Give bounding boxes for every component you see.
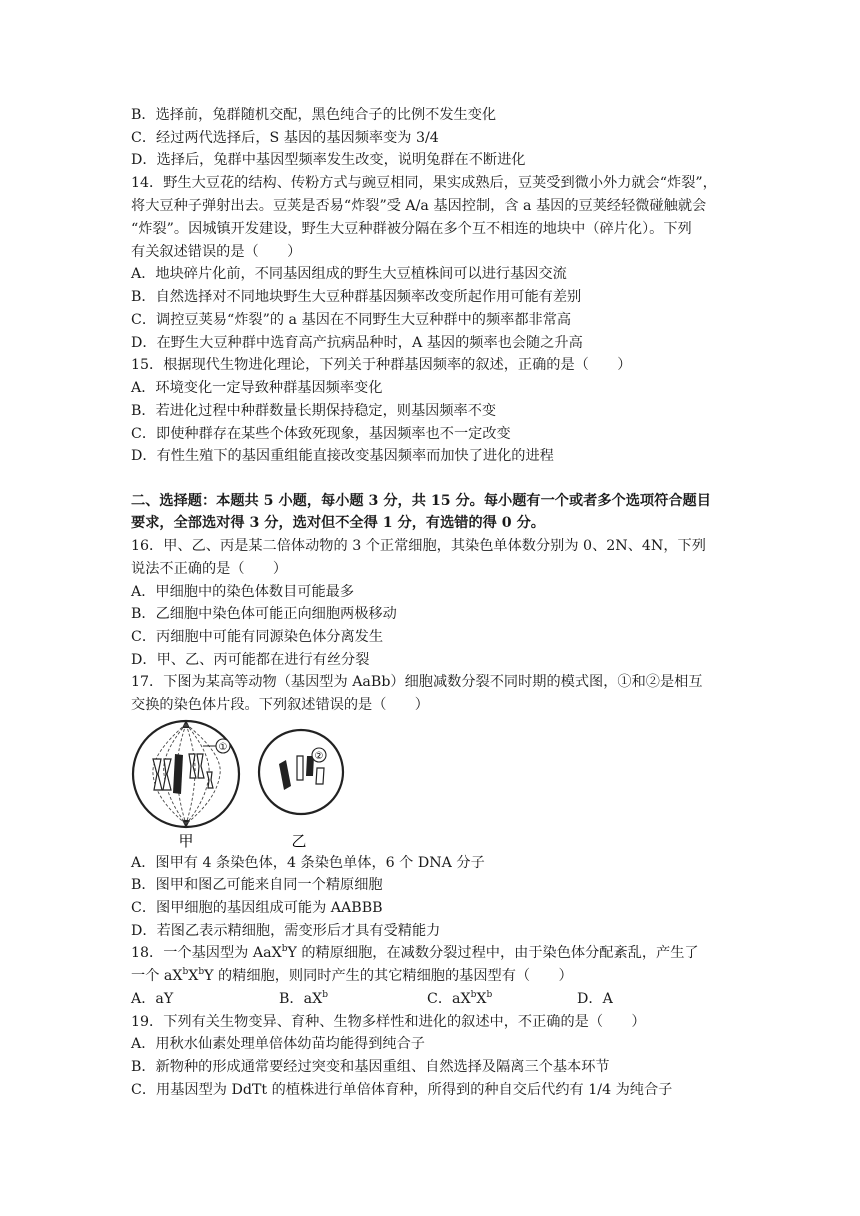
q18-l2sup1: b	[182, 967, 189, 977]
q18-option-c-mid: X	[476, 991, 487, 1007]
label-jia: 甲	[178, 832, 194, 850]
q14-stem-line3: “炸裂”。因城镇开发建设，野生大豆种群被分隔在多个互不相连的地块中（碎片化）。下列	[131, 221, 692, 237]
q17-option-b: B．图甲和图乙可能来自同一个精原细胞	[131, 877, 383, 893]
q18-option-c	[427, 988, 577, 1010]
q18-option-c-text: C．aX	[427, 991, 471, 1007]
q19-option-b: B．新物种的形成通常要经过突变和基因重组、自然选择及隔离三个基本环节	[131, 1059, 610, 1075]
q18-l2a: 一个 aX	[131, 968, 183, 984]
q19-option-a: A．用秋水仙素处理单倍体幼苗均能得到纯合子	[131, 1036, 425, 1052]
q18-l2b: X	[188, 968, 199, 984]
q14-option-d: D．在野生大豆种群中选育高产抗病品种时，A 基因的频率也会随之升高	[131, 335, 583, 351]
label-yi: 乙	[291, 832, 307, 850]
q15-option-b: B．若进化过程中种群数量长期保持稳定，则基因频率不变	[131, 403, 497, 419]
q13-option-c: C．经过两代选择后，S 基因的基因频率变为 3/4	[131, 130, 439, 146]
q16-option-d: D．甲、乙、丙可能都在进行有丝分裂	[131, 652, 370, 668]
q14-option-a: A．地块碎片化前，不同基因组成的野生大豆植株间可以进行基因交流	[131, 266, 567, 282]
q15-option-c: C．即使种群存在某些个体致死现象，基因频率也不一定改变	[131, 426, 511, 442]
cell-jia	[133, 720, 239, 828]
q18-l1sup: b	[281, 944, 288, 954]
q14-option-b: B．自然选择对不同地块野生大豆种群基因频率改变所起作用可能有差别	[131, 289, 582, 305]
q19-option-c: C．用基因型为 DdTt 的植株进行单倍体育种，所得到的种自交后代约有 1/4 为纯合子	[131, 1082, 673, 1098]
meiosis-figure	[131, 714, 351, 854]
mark-1: ①	[218, 742, 228, 753]
q18-stem-line1	[131, 942, 699, 964]
q14-stem-line2: 将大豆种子弹射出去。豆荚是否易“炸裂”受 A/a 基因控制，含 a 基因的豆荚经轻微碰触就会	[131, 198, 707, 214]
q18-option-c-sup1: b	[470, 990, 477, 1000]
q18-l2sup2: b	[198, 967, 205, 977]
q18-option-d: D．A	[577, 991, 613, 1007]
q16-stem-line1: 16．甲、乙、丙是某二倍体动物的 3 个正常细胞，其染色单体数分别为 0、2N、4N，下列	[131, 538, 706, 554]
q18-option-b-sup: b	[322, 990, 328, 1000]
q18-l2c: Y 的精细胞，则同时产生的其它精细胞的基因型有（ ）	[204, 968, 573, 984]
q15-option-a: A．环境变化一定导致种群基因频率变化	[131, 380, 383, 396]
q18-l1a: 18．一个基因型为 AaX	[131, 945, 282, 961]
q18-l1b: Y 的精原细胞，在减数分裂过程中，由于染色体分配紊乱，产生了	[287, 945, 699, 961]
q18-options	[131, 988, 613, 1010]
q17-option-a: A．图甲有 4 条染色体，4 条染色单体，6 个 DNA 分子	[131, 855, 485, 871]
q17-option-d: D．若图乙表示精细胞，需变形后才具有受精能力	[131, 923, 441, 939]
q15-option-d: D．有性生殖下的基因重组能直接改变基因频率而加快了进化的进程	[131, 448, 554, 464]
section2-heading-line2: 要求，全部选对得 3 分，选对但不全得 1 分，有选错的得 0 分。	[131, 515, 545, 531]
q13-option-b: B．选择前，兔群随机交配，黑色纯合子的比例不发生变化	[131, 107, 497, 123]
q16-option-b: B．乙细胞中染色体可能正向细胞两极移动	[131, 606, 397, 622]
q18-option-b	[279, 988, 427, 1010]
q18-option-a: A．aY	[131, 991, 174, 1007]
mark-2: ②	[314, 751, 324, 762]
q18-stem-line2	[131, 965, 573, 987]
q13-option-d: D．选择后，兔群中基因型频率发生改变，说明兔群在不断进化	[131, 152, 526, 168]
q14-stem-line4: 有关叙述错误的是（ ）	[131, 244, 302, 260]
q14-option-c: C．调控豆荚易“炸裂”的 a 基因在不同野生大豆种群中的频率都非常高	[131, 312, 572, 328]
cell-yi	[259, 730, 343, 814]
section2-heading-line1: 二、选择题：本题共 5 小题，每小题 3 分，共 15 分。每小题有一个或者多个选项符合题目	[131, 493, 711, 509]
q16-option-c: C．丙细胞中可能有同源染色体分离发生	[131, 629, 384, 645]
q17-option-c: C．图甲细胞的基因组成可能为 AABBB	[131, 900, 383, 916]
q18-option-c-sup2: b	[486, 990, 493, 1000]
q16-stem-line2: 说法不正确的是（ ）	[131, 561, 288, 577]
q17-stem-line2: 交换的染色体片段。下列叙述错误的是（ ）	[131, 697, 429, 713]
q16-option-a: A．甲细胞中的染色体数目可能最多	[131, 584, 355, 600]
q19-stem: 19．下列有关生物变异、育种、生物多样性和进化的叙述中，不正确的是（ ）	[131, 1014, 646, 1030]
q18-option-b-text: B．aX	[279, 991, 323, 1007]
q15-stem: 15．根据现代生物进化理论，下列关于种群基因频率的叙述，正确的是（ ）	[131, 357, 632, 373]
q14-stem-line1: 14．野生大豆花的结构、传粉方式与豌豆相同，果实成熟后，豆荚受到微小外力就会“炸裂”，	[131, 175, 717, 191]
q17-stem-line1: 17．下图为某高等动物（基因型为 AaBb）细胞减数分裂不同时期的模式图，①和②是相互	[131, 674, 703, 690]
